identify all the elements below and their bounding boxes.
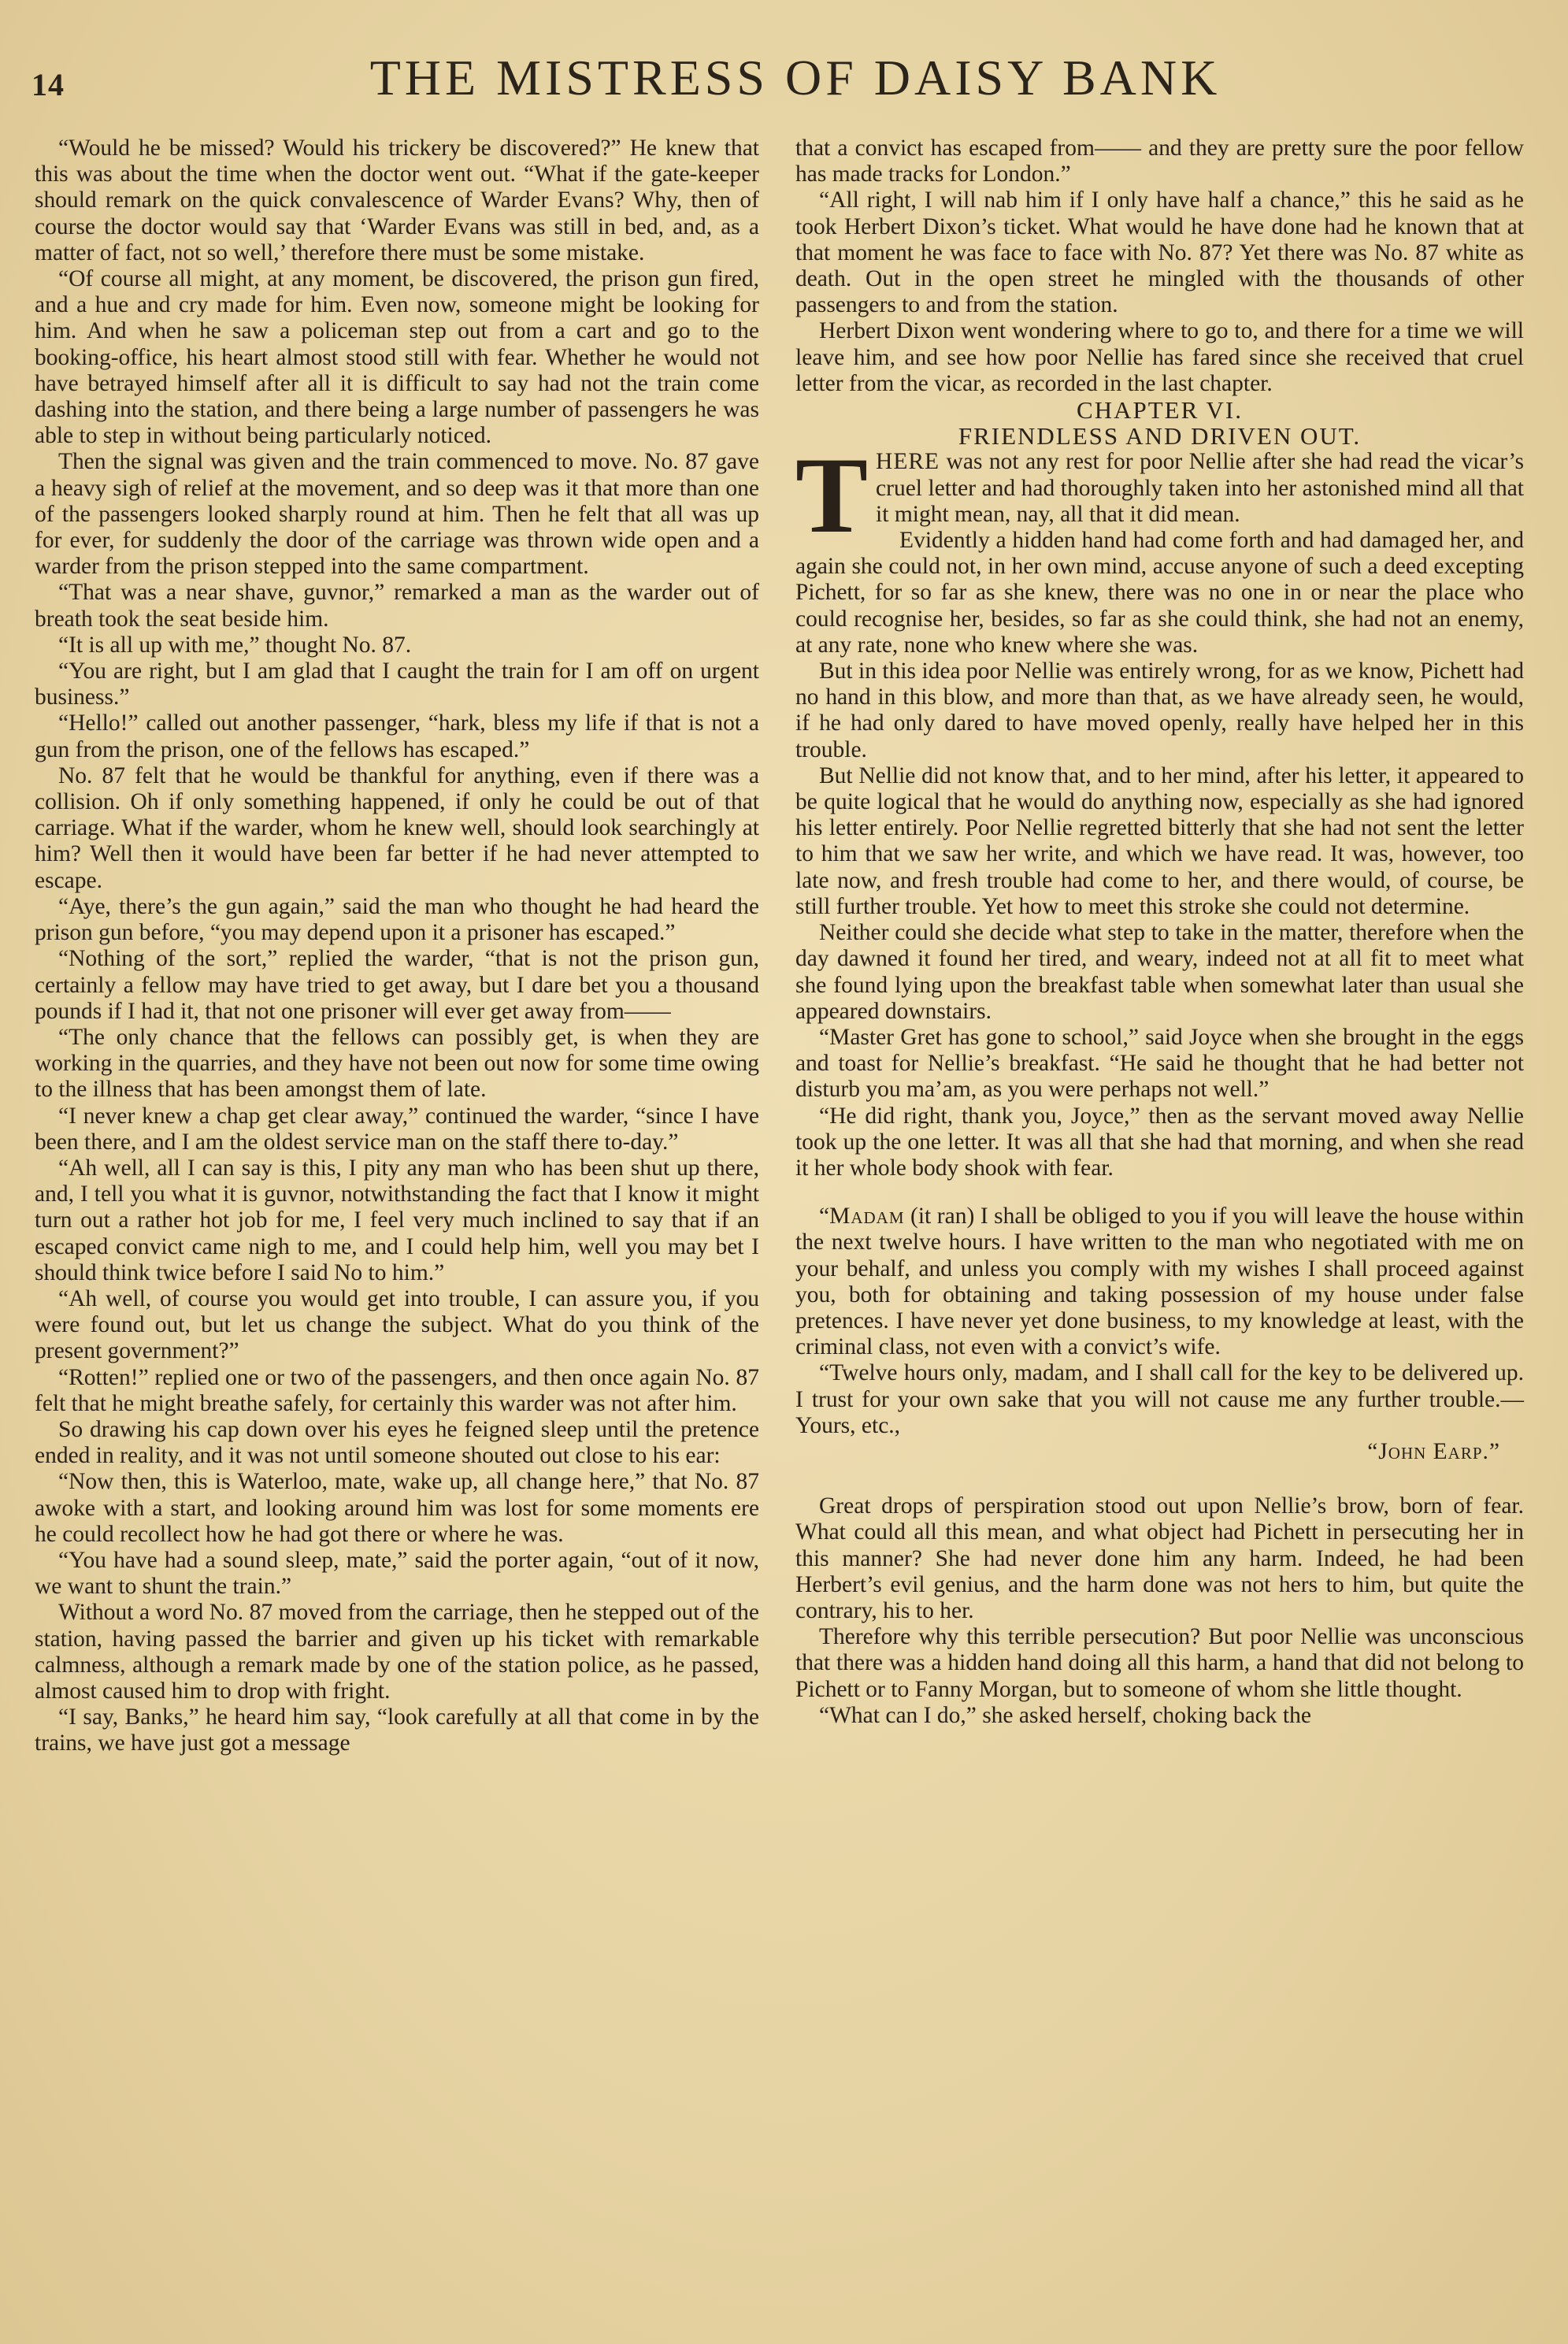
page-header [32,49,1528,112]
paragraph: “Now then, this is Waterloo, mate, wake up, all change here,” that No. 87 awoke with a start, and looking around him was lost for some moments ere he could recollect how he had got there or where he was. [35,1469,759,1547]
paragraph: “Hello!” called out another passenger, “hark, bless my life if that is not a gun from the prison, one of the fellows has escaped.” [35,710,759,762]
paragraph: “Nothing of the sort,” replied the warder, “that is not the prison gun, certainly a fellow may have tried to get away, but I dare bet you a thousand pounds if I had it, that not one prisoner will ever get away from—— [35,946,759,1024]
paragraph: Evidently a hidden hand had come forth and had damaged her, and again she could not, in her own mind, accuse anyone of such a deed excepting Pichett, for so far as she knew, there was no one in or near the place who could recognise her, besides, so far as she could think, she had not an enemy, at any rate, none who knew where she was. [795,528,1524,658]
paragraph: “Would he be missed? Would his trickery be discovered?” He knew that this was about the time when the doctor went out. “What if the gate-keeper should remark on the quick convalescence of Warder Evans? Why, then of course the doctor would say that ‘Warder Evans was still in bed, and, as a matter of fact, not so well,’ therefore there must be some mistake. [35,135,759,265]
paragraph: “It is all up with me,” thought No. 87. [58,632,412,658]
paragraph: “Master Gret has gone to school,” said Joyce when she brought in the eggs and toast for Nellie’s breakfast. “He said he thought that he had better not disturb you ma’am, as you were perhaps not well.” [795,1024,1524,1103]
letter-text: (it ran) I shall be obliged to you if you will leave the house within the next twelve hours. I have written to the man who negotiated with me on your behalf, and unless you comply with my wishes I shall proceed against you, both for obtaining and taking possession of my house under false pretences. I have never yet done business, to my knowledge at least, with the criminal class, not even with a convict’s wife. [795,1204,1524,1360]
paragraph: “You have had a sound sleep, mate,” said the porter again, “out of it now, we want to shunt the train.” [35,1547,759,1600]
letter-paragraph: “Twelve hours only, madam, and I shall call for the key to be delivered up. I trust for your own sake that you will not cause me any further trouble.—Yours, etc., [795,1360,1524,1438]
paragraph: “He did right, thank you, Joyce,” then as the servant moved away Nellie took up the one letter. It was all that she had that morning, and when she read it her whole body shook with fear. [795,1103,1524,1181]
left-column [35,135,759,1757]
paragraph: Without a word No. 87 moved from the carriage, then he stepped out of the station, having passed the barrier and given up his ticket with remarkable calmness, although a remark made by one of the station police, as he passed, almost caused him to drop with fright. [35,1600,759,1704]
paragraph: But in this idea poor Nellie was entirely wrong, for as we know, Pichett had no hand in this blow, and more than that, as we have already seen, he would, if he had only dared to have moved openly, really have helped her in this trouble. [795,658,1524,762]
paragraph: “Ah well, all I can say is this, I pity any man who has been shut up there, and, I tell you what it is guvnor, notwithstanding the fact that I know it might turn out a rather hot job for me, I feel very much inclined to say that if an escaped convict came nigh to me, and I could help him, well you may bet I should think twice before I said No to him.” [35,1155,759,1285]
letter-salutation: Madam [829,1204,905,1229]
paragraph: Neither could she decide what step to take in the matter, therefore when the day dawned it found her tired, and weary, indeed not at all fit to meet what she found lying upon the breakfast table when somewhat later than usual she appeared downstairs. [795,920,1524,1024]
paragraph: So drawing his cap down over his eyes he feigned sleep until the pretence ended in reality, and it was not until someone shouted out close to his ear: [35,1416,759,1469]
right-column [795,135,1524,1729]
chapter-number: CHAPTER VI. [1077,396,1243,425]
paragraph: “Rotten!” replied one or two of the passengers, and then once again No. 87 felt that he might breathe safely, for certainly this warder was not after him. [35,1364,759,1416]
paragraph: But Nellie did not know that, and to her mind, after his letter, it appeared to be quite logical that he would do anything now, especially as she had ignored his letter entirely. Poor Nellie regretted bitterly that she had not sent the letter to him that we saw her write, and which we have read. It was, however, too late now, and fresh trouble had come to her, and there would, of course, be still further trouble. Yet how to meet this stroke she could not determine. [795,762,1524,919]
page-number: 14 [32,67,65,102]
paragraph: Herbert Dixon went wondering where to go to, and there for a time we will leave him, and see how poor Nellie has fared since she received that cruel letter from the vicar, as recorded in the last chapter. [795,318,1524,396]
drop-cap: T [795,435,869,556]
letter-paragraph: “Madam (it ran) I shall be obliged to you if you will leave the house within the next twelve hours. I have written to the man who negotiated with me on your behalf, and unless you comply with my wishes I shall proceed against you, both for obtaining and taking possession of my house under false pretences. I have never yet done business, to my knowledge at least, with the criminal class, not even with a convict’s wife. [795,1204,1524,1360]
opening-word: HERE [876,449,940,475]
paragraph: Therefore why this terrible persecution? But poor Nellie was unconscious that there was a hidden hand doing all this harm, a hand that did not belong to Pichett or to Fanny Morgan, but to someone of whom she little thought. [795,1624,1524,1702]
paragraph: “What can I do,” she asked herself, choking back the [819,1702,1311,1728]
paragraph: Then the signal was given and the train commenced to move. No. 87 gave a heavy sigh of relief at the movement, and so deep was it that more than one of the passengers looked sharply round at him. Then he felt that all was up for ever, for suddenly the door of the carriage was thrown wide open and a warder from the prison stepped into the same compartment. [35,449,759,580]
paragraph: “You are right, but I am glad that I caught the train for I am off on urgent business.” [35,658,759,710]
paragraph: “That was a near shave, guvnor,” remarked a man as the warder out of breath took the seat beside him. [35,580,759,632]
paragraph: “Of course all might, at any moment, be discovered, the prison gun fired, and a hue and cry made for him. Even now, someone might be looking for him. And when he saw a policeman step out from a cart and go to the booking-office, his heart almost stood still with fear. Whether he would not have betrayed himself after all it is difficult to say had not the train come dashing into the station, and there being a large number of passengers he was able to step in without being particularly noticed. [35,266,759,449]
running-title: THE MISTRESS OF DAISY BANK [369,50,1221,106]
opening-text: was not any rest for poor Nellie after she had read the vicar’s cruel letter and had thoroughly taken into her astonished mind all that it might mean, nay, all that it did mean. [876,449,1524,527]
paragraph: “Aye, there’s the gun again,” said the man who thought he had heard the prison gun before, “you may depend upon it a prisoner has escaped.” [35,893,759,946]
letter [795,1204,1524,1465]
chapter-title: FRIENDLESS AND DRIVEN OUT. [958,422,1362,451]
letter-signature: “John Earp.” [1367,1438,1500,1464]
after-letter-text [795,1493,1524,1729]
paragraph: No. 87 felt that he would be thankful for anything, even if there was a collision. Oh if only something happened, if only he could be out of that carriage. What if the warder, whom he knew well, should look searchingly at him? Well then it would have been far better if he had never attempted to escape. [35,762,759,893]
paragraph: Great drops of perspiration stood out upon Nellie’s brow, born of fear. What could all this mean, and what object had Pichett in persecuting her in this manner? She had never done him any harm. Indeed, he had been Herbert’s evil genius, and the harm done was not hers to him, but quite the contrary, his to her. [795,1493,1524,1623]
paragraph: “I never knew a chap get clear away,” continued the warder, “since I have been there, and I am the oldest service man on the staff there to-day.” [35,1103,759,1155]
paragraph: “The only chance that the fellows can possibly get, is when they are working in the quarries, and they have not been out now for some time owing to the illness that has been amongst them of late. [35,1024,759,1103]
paragraph: that a convict has escaped from—— and they are pretty sure the poor fellow has made tracks for London.” [795,135,1524,187]
paragraph: “Ah well, of course you would get into trouble, I can assure you, if you were found out, but let us change the subject. What do you think of the present government?” [35,1285,759,1364]
paragraph: “All right, I will nab him if I only have half a chance,” this he said as he took Herbert Dixon’s ticket. What would he have done had he known that at that moment he was face to face with No. 87? Yet there was No. 87 white as death. Out in the open street he mingled with the thousands of other passengers to and from the station. [795,187,1524,318]
paragraph: “I say, Banks,” he heard him say, “look carefully at all that come in by the trains, we have just got a message [35,1704,759,1756]
